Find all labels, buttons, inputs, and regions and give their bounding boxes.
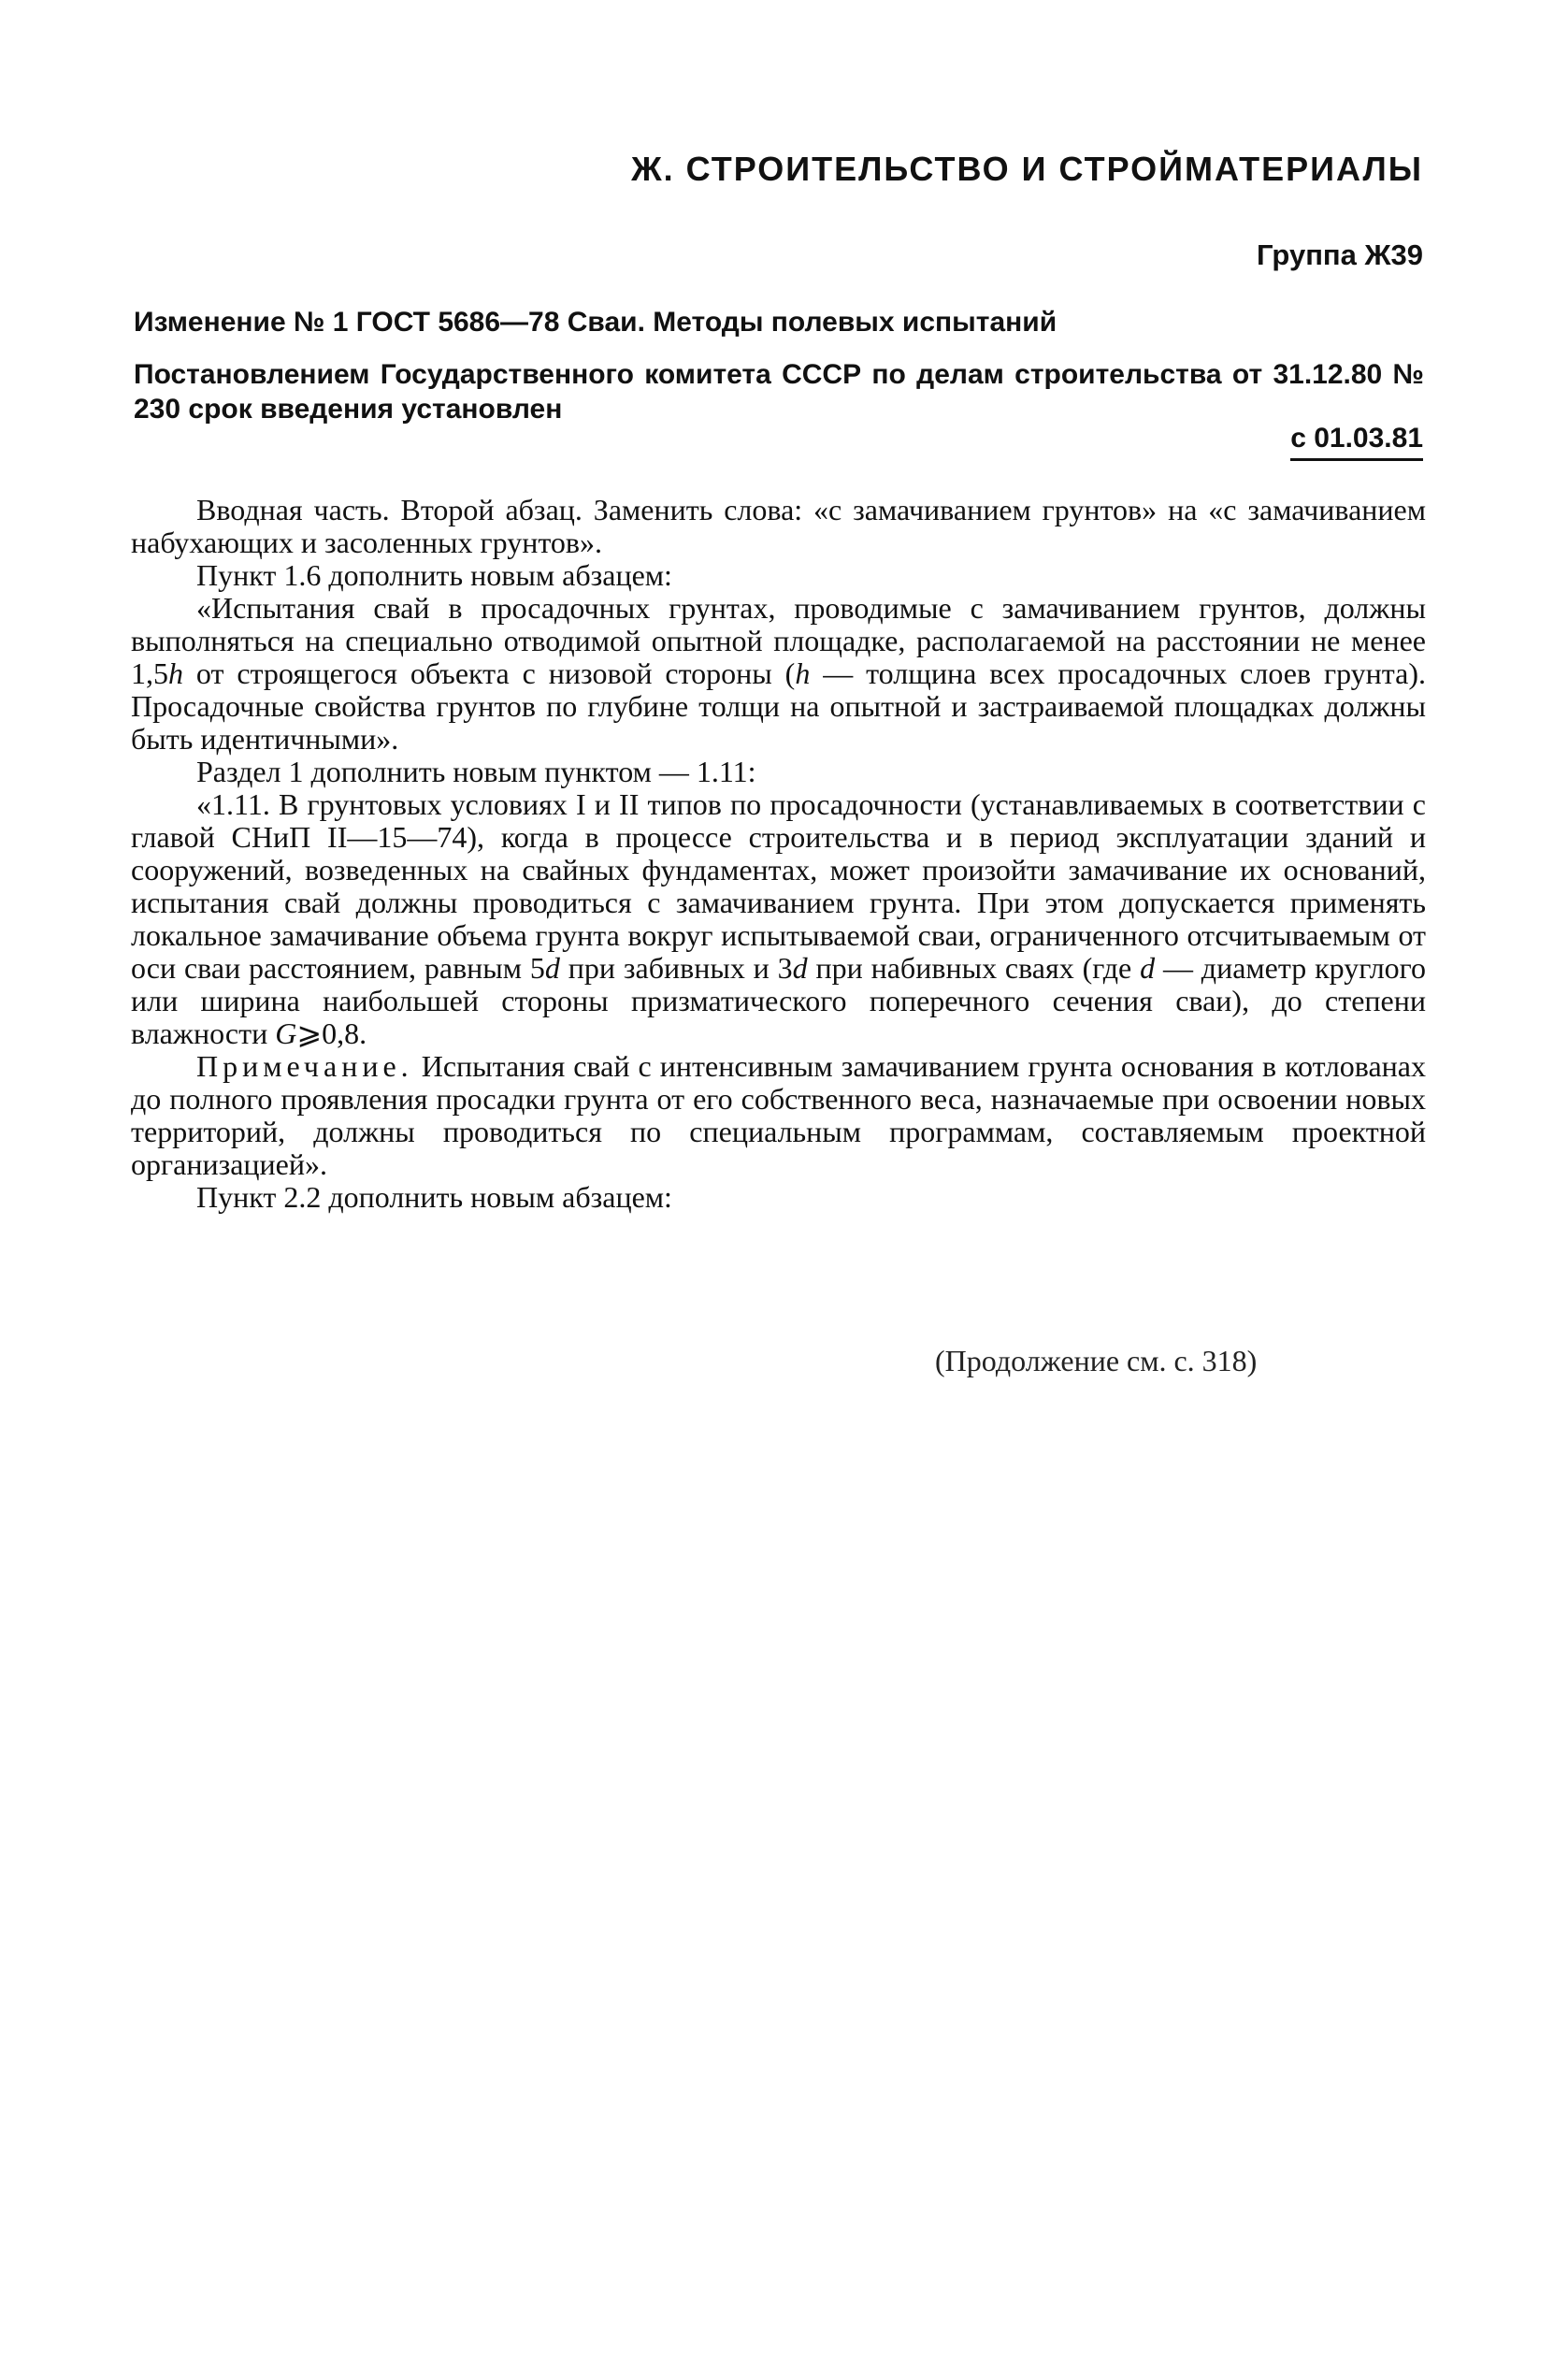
continuation-note: (Продолжение см. с. 318) [935,1344,1258,1377]
note-text: Испытания свай с интенсивным замачиванием грунта основания в котлованах до полного проявления просадки грунта от его собственного веса, назначаемые при освоении новых территорий, должны проводиться по специальным программам, составляемым проектной организацией». [131,1049,1426,1181]
paragraph-clause-1-11 [131,788,1426,1050]
paragraph-clause-2-2: Пункт 2.2 дополнить новым абзацем: [196,1180,672,1214]
amendment-body [131,494,1426,1214]
variable-d: d [1140,951,1156,985]
group-label: Группа Ж39 [1257,238,1423,271]
text-run: при забивных и 3 [559,951,793,985]
text-run: от строящегося объекта с низовой стороны ( [183,656,796,690]
variable-h: h [795,656,811,690]
variable-d: d [544,951,560,985]
section-title: Ж. СТРОИТЕЛЬСТВО И СТРОЙМАТЕРИАЛЫ [631,150,1423,188]
paragraph-intro: Вводная часть. Второй абзац. Заменить слова: «с замачиванием грунтов» на «с замачиванием набухающих и засоленных грунтов». [131,493,1426,559]
text-run: — толщина всех просадочных слоев грунта). Просадочные свойства грунтов по глубине толщи на опытной и застраиваемой площадках должны быть идентичными». [131,656,1427,756]
resolution-text: Постановлением Государственного комитета СССР по делам строительства от 31.12.80 № 230 срок введения установлен [134,359,1424,425]
text-run: ⩾0,8. [296,1016,367,1050]
paragraph-note [131,1050,1426,1181]
paragraph-clause-1-6: Пункт 1.6 дополнить новым абзацем: [196,558,672,592]
effective-date: с 01.03.81 [1290,423,1423,461]
paragraph-clause-1-6-text [131,592,1426,756]
paragraph-section-1: Раздел 1 дополнить новым пунктом — 1.11: [196,755,756,788]
text-run: «Испытания свай в просадочных грунтах, проводимые с замачиванием грунтов, должны выполняться на специально отводимой опытной площадке, располагаемой на расстоянии не менее 1,5 [131,591,1426,690]
text-run: при набивных сваях (где [807,951,1141,985]
variable-g: G [275,1016,297,1050]
amendment-title: Изменение № 1 ГОСТ 5686—78 Сваи. Методы полевых испытаний [134,307,1057,338]
note-label: Примечание. [196,1049,413,1083]
variable-h: h [168,656,183,690]
text-run: — диаметр круглого или ширина наибольшей стороны призматического поперечного сечения сваи), до степени влажности [131,951,1427,1050]
variable-d: d [792,951,808,985]
text-run: «1.11. В грунтовых условиях I и II типов по просадочности (устанавливаемых в соответствии с главой СНиП II—15—74), когда в процессе строительства и в период эксплуатации зданий и сооружений, возведенных на свайных фундаментах, может произойти замачивание их оснований, испытания свай должны проводиться с замачиванием грунта. При этом допускается применять локальное замачивание объема грунта вокруг испытываемой сваи, ограниченного отсчитываемым от оси сваи расстоянием, равным 5 [131,787,1426,985]
